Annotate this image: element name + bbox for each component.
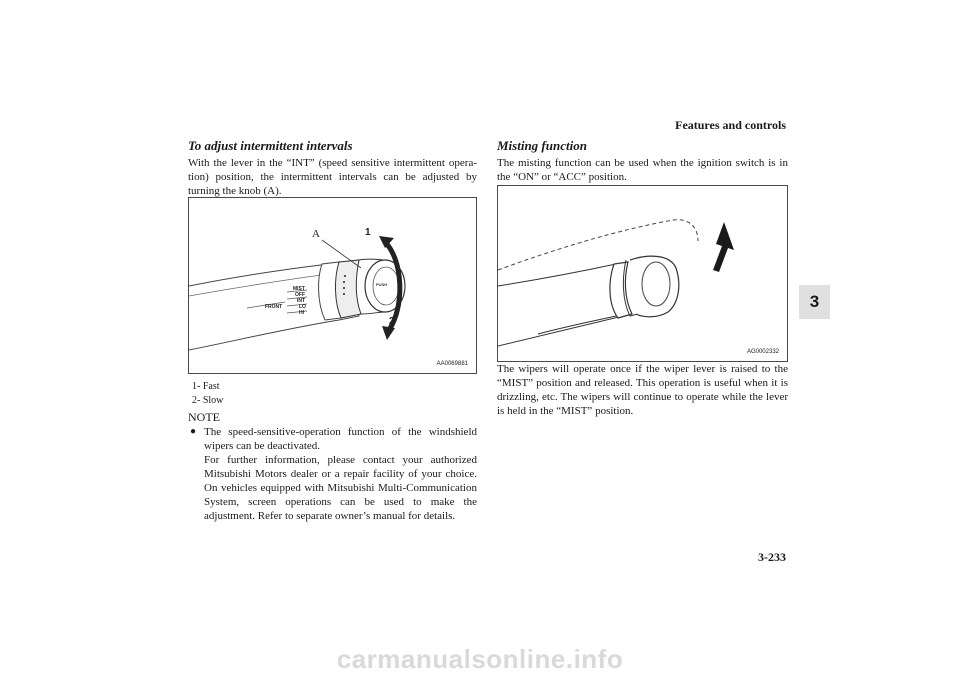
lever-label-lo: LO (299, 304, 306, 310)
knob-ring (335, 260, 361, 318)
legend-item (192, 394, 472, 408)
legend-text: Slow (202, 395, 224, 406)
figure-misting-lever (497, 185, 788, 362)
note-line-2: For further information, please contact your authorized Mitsubishi Motors dealer or a repair facility of your choice. On vehicles equipped with Mitsubishi Multi-Communication System, screen operations can be used to make the adjustment. Refer to separate owner’s manual for details. (204, 454, 477, 522)
watermark: carmanualsonline.info (336, 644, 624, 674)
left-column (188, 138, 477, 198)
legend-num: 2- (192, 395, 201, 406)
note-box (188, 410, 477, 523)
callout-1: 1 (365, 227, 371, 238)
note-line-1: The speed-sensitive-operation function of the windshield wipers can be deactivated. (204, 426, 477, 452)
lever-label-mist: MIST (293, 286, 305, 292)
misting-intro: The misting function can be used when the ignition switch is in the “ON” or “ACC” position. (497, 157, 788, 183)
callout-a: A (312, 228, 320, 240)
callout-2: 2 (389, 316, 395, 327)
page-number: 3-233 (758, 550, 786, 564)
knob-end (630, 256, 679, 317)
lever-label-hi: HI (299, 310, 304, 316)
figure-code: AG0002332 (746, 349, 779, 355)
chapter-tab (799, 285, 830, 319)
lever-label-off: OFF (295, 292, 305, 298)
lever-label-front: FRONT (265, 304, 283, 310)
knob-label: PUSH (376, 282, 388, 287)
figure-code: AA0069881 (436, 361, 468, 367)
note-text (204, 425, 477, 523)
chapter-number: 3 (809, 292, 820, 311)
bullet-icon: ● (190, 426, 197, 437)
figure-legend (192, 380, 472, 408)
section-heading-misting: Misting function (497, 138, 587, 153)
figure-wiper-knob (188, 197, 477, 374)
legend-item (192, 380, 472, 394)
lever-body (498, 264, 623, 346)
lever-collar (610, 262, 632, 318)
running-header: Features and controls (675, 118, 786, 132)
misting-lever-illustration (498, 186, 787, 361)
legend-text: Fast (202, 381, 220, 392)
note-item (188, 425, 477, 523)
note-title: NOTE (188, 410, 220, 424)
legend-num: 1- (192, 381, 201, 392)
right-column (497, 138, 788, 184)
misting-body: The wipers will operate once if the wiper lever is raised to the “MIST” position and released. This operation is useful when it is drizzling, etc. The wipers will continue to operate while the lever is held in the “MIST” position. (497, 363, 788, 417)
section-heading-intervals: To adjust intermittent intervals (188, 138, 353, 153)
intervals-intro: With the lever in the “INT” (speed sensitive intermittent opera-tion) position, the intermittent intervals can be adjusted by turning the knob (A). (188, 157, 477, 197)
wiper-knob-illustration (189, 198, 476, 373)
lever-label-int: INT (297, 298, 306, 304)
up-arrow (713, 222, 734, 272)
